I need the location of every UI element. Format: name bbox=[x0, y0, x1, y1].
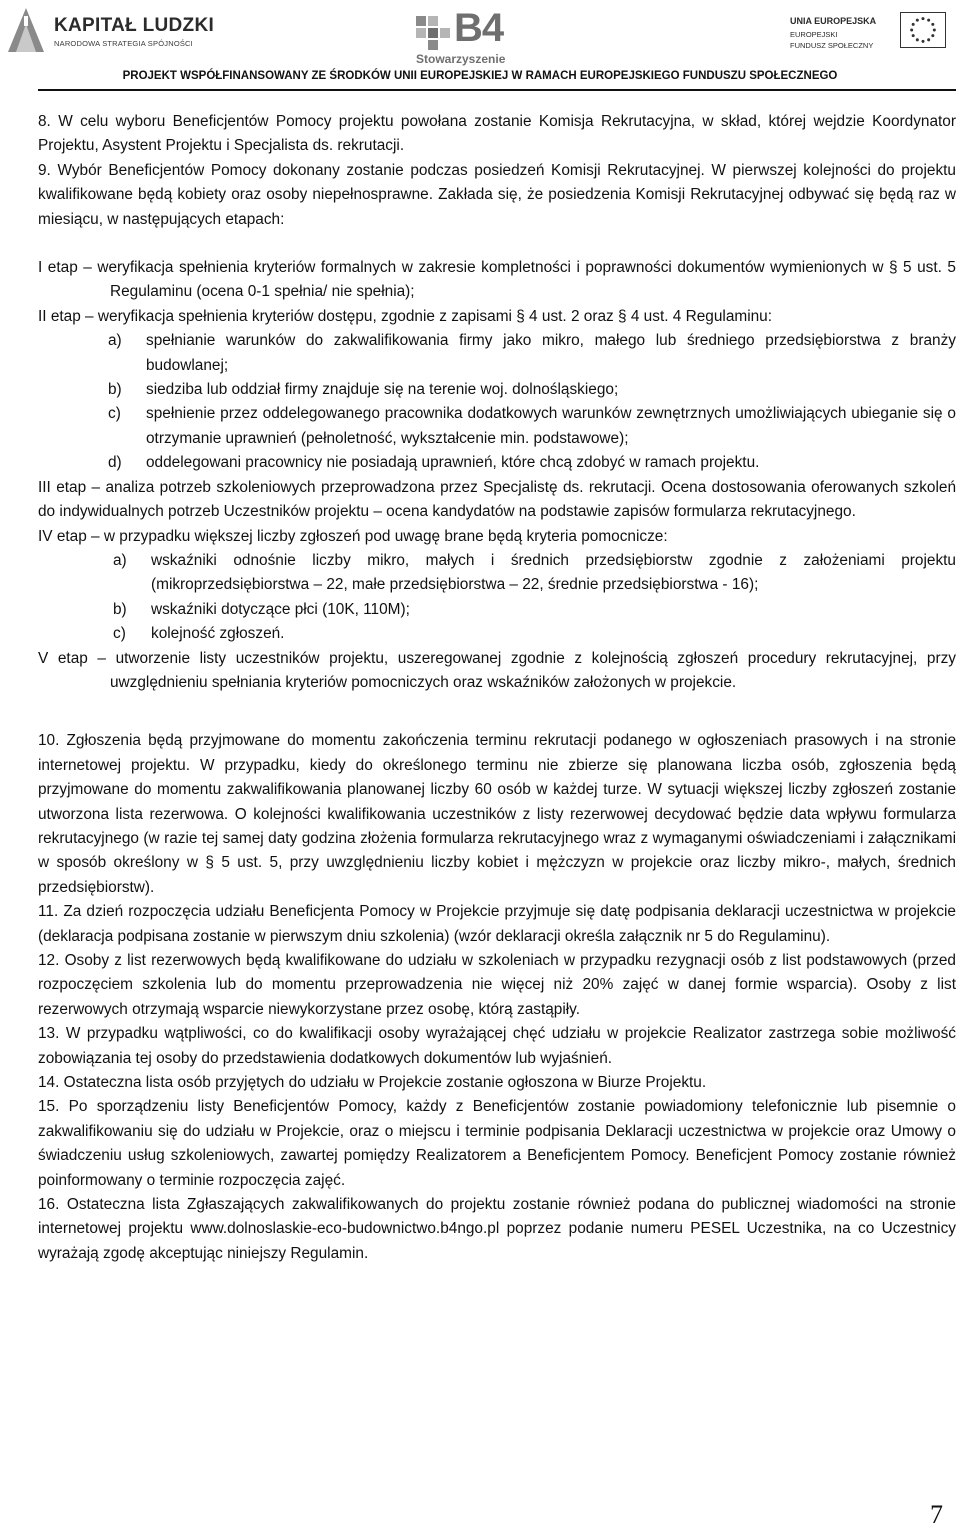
item-text: wskaźniki odnośnie liczby mikro, małych i średnich przedsiębiorstw zgodnie z założeniami projektu (mikroprzedsiębiorstwa – 22, małe przedsiębiorstwa – 22, średnie przedsiębiorstwa - 16); bbox=[151, 551, 956, 594]
item-text: wskaźniki dotyczące płci (10K, 110M); bbox=[151, 600, 410, 618]
stage-2: II etap – weryfikacja spełnienia kryteriów dostępu, zgodnie z zapisami § 4 ust. 2 oraz § 4 ust. 4 Regulaminu: bbox=[38, 307, 773, 325]
item-label: c) bbox=[108, 405, 121, 423]
item-label: d) bbox=[108, 454, 122, 472]
stage-2-item-b bbox=[38, 378, 956, 402]
item-label: b) bbox=[108, 381, 122, 399]
page-number: 7 bbox=[930, 1500, 943, 1529]
paragraph-9: 9. Wybór Beneficjentów Pomocy dokonany zostanie podczas posiedzeń Komisji Rekrutacyjnej. W pierwszej kolejności do projektu kwalifikowane będą kobiety oraz osoby niepełnosprawne. Zakłada się, że posiedzenia Komisji Rekrutacyjnej odbywać się będą raz w miesiącu, w następujących etapach: bbox=[38, 161, 956, 228]
eu-title: UNIA EUROPEJSKA bbox=[790, 16, 877, 26]
b4-subtitle: Stowarzyszenie bbox=[416, 52, 506, 66]
stage-4-item-b bbox=[38, 598, 956, 622]
paragraph-14: 14. Ostateczna lista osób przyjętych do udziału w Projekcie zostanie ogłoszona w Biurze Projektu. bbox=[38, 1074, 707, 1092]
stage-5: V etap – utworzenie listy uczestników projektu, uszeregowanej zgodnie z kolejnością zgłoszeń procedury rekrutacyjnej, przy uwzględnieniu spełniania kryteriów pomocniczych oraz wskaźników założonych w projekcie. bbox=[38, 649, 956, 691]
stage-2-item-c bbox=[38, 402, 956, 451]
stage-4-item-c bbox=[38, 622, 956, 646]
stage-2-item-d bbox=[38, 451, 956, 475]
item-text: kolejność zgłoszeń. bbox=[151, 625, 285, 643]
eu-line2: EUROPEJSKI bbox=[790, 30, 838, 39]
eu-logo bbox=[790, 12, 950, 60]
item-text: spełnianie warunków do zakwalifikowania firmy jako mikro, małego lub średniego przedsiębiorstwa z branży budowlanej; bbox=[146, 332, 956, 374]
paragraph-15: 15. Po sporządzeniu listy Beneficjentów Pomocy, każdy z Beneficjentów zostanie powiadomiony telefonicznie lub pisemnie o zakwalifikowaniu się do udziału w Projekcie, oraz o miejscu i terminie podpisania Deklaracji uczestnictwa w projekcie oraz Umowy o świadczeniu usług szkoleniowych, zawartej pomiędzy Realizatorem a Beneficjentem Pomocy. Beneficjent Pomocy zostanie również poinformowany o terminie rozpoczęcia zajęć. bbox=[38, 1098, 956, 1189]
stage-2-item-a bbox=[38, 329, 956, 378]
eu-line3: FUNDUSZ SPOŁECZNY bbox=[790, 41, 874, 50]
stage-4: IV etap – w przypadku większej liczby zgłoszeń pod uwagę brane będą kryteria pomocnicze: bbox=[38, 527, 668, 545]
document-body bbox=[38, 110, 956, 1266]
kapital-ludzki-logo bbox=[6, 6, 215, 56]
spacer bbox=[38, 695, 956, 729]
item-text: oddelegowani pracownicy nie posiadają uprawnień, które chcą zdobyć w ramach projektu. bbox=[146, 454, 760, 472]
item-label: b) bbox=[113, 600, 127, 618]
b4-logo bbox=[412, 8, 522, 64]
item-text: spełnienie przez oddelegowanego pracownika dodatkowych warunków zewnętrznych umożliwiających ubieganie się o otrzymanie uprawnień (pełnoletność, wykształcenie min. podstawowe); bbox=[146, 405, 956, 447]
b4-grid-mark bbox=[412, 12, 452, 52]
paragraph-8: 8. W celu wyboru Beneficjentów Pomocy projektu powołana zostanie Komisja Rekrutacyjna, w skład, której wejdzie Koordynator Projektu, Asystent Projektu i Specjalista ds. rekrutacji. bbox=[38, 113, 956, 155]
project-cofinancing-line: PROJEKT WSPÓŁFINANSOWANY ZE ŚRODKÓW UNII EUROPEJSKIEJ W RAMACH EUROPEJSKIEGO FUNDUSZU SPOŁECZNEGO bbox=[122, 70, 838, 82]
item-label: a) bbox=[113, 551, 127, 569]
paragraph-12: 12. Osoby z list rezerwowych będą kwalifikowane do udziału w szkoleniach w przypadku rezygnacji osób z list podstawowych (przed rozpoczęciem szkolenia lub do momentu przeprowadzenia nie więcej niż 20% zajęć w danej formie wsparcia). Osoby z list rezerwowych otrzymają wsparcie niewykorzystane przez osobę, którą zastąpiły. bbox=[38, 952, 956, 1018]
paragraph-13: 13. W przypadku wątpliwości, co do kwalifikacji osoby wyrażającej chęć udziału w projekcie Realizator zastrzega sobie możliwość zobowiązania tej osoby do przedstawienia dodatkowych dokumentów lub wyjaśnień. bbox=[38, 1025, 956, 1067]
page-header bbox=[0, 0, 960, 90]
kapital-ludzki-title: KAPITAŁ LUDZKI bbox=[54, 15, 215, 36]
kapital-ludzki-mark bbox=[6, 6, 46, 54]
paragraph-11: 11. Za dzień rozpoczęcia udziału Beneficjenta Pomocy w Projekcie przyjmuje się datę podpisania deklaracji uczestnictwa w projekcie (deklaracja podpisana zostanie w pierwszym dniu szkolenia) (wzór deklaracji określa załącznik nr 5 do Regulaminu). bbox=[38, 903, 956, 945]
header-divider bbox=[38, 89, 956, 91]
kapital-ludzki-subtitle: NARODOWA STRATEGIA SPÓJNOŚCI bbox=[54, 39, 193, 48]
spacer bbox=[38, 232, 956, 256]
paragraph-10: 10. Zgłoszenia będą przyjmowane do momentu zakończenia terminu rekrutacji podanego w ogłoszeniach prasowych i na stronie internetowej projektu. W przypadku, kiedy do określonego terminu nie zbierze się planowana liczba osób, zgłoszenia będą przyjmowane do momentu zakwalifikowania planowanej liczby 60 osób w każdej turze. W sytuacji większej liczby zgłoszeń zostanie utworzona lista rezerwowa. O kolejności kwalifikowania uczestników z listy rezerwowej decydować będzie data wpływu formularza rekrutacyjnego (w razie tej samej daty godzina złożenia formularza rekrutacyjnego wraz z wymaganymi oświadczeniami i załącznikami w sposób określony w § 5 ust. 5, przy uwzględnieniu liczby kobiet i mężczyzn w projekcie oraz liczby mikro-, małych, średnich przedsiębiorstw). bbox=[38, 732, 956, 896]
item-label: a) bbox=[108, 332, 122, 350]
stage-3: III etap – analiza potrzeb szkoleniowych przeprowadzona przez Specjalistę ds. rekrutacji. Ocena dostosowania oferowanych szkoleń do indywidualnych potrzeb Uczestników projektu – ocena kandydatów na podstawie zapisów formularza rekrutacyjnego. bbox=[38, 478, 956, 521]
b4-mark-text: B4 bbox=[454, 6, 504, 50]
item-label: c) bbox=[113, 625, 126, 643]
stage-1: I etap – weryfikacja spełnienia kryteriów formalnych w zakresie kompletności i poprawności dokumentów wymienionych w § 5 ust. 5 Regulaminu (ocena 0-1 spełnia/ nie spełnia); bbox=[38, 259, 956, 301]
paragraph-16: 16. Ostateczna lista Zgłaszających zakwalifikowanych do projektu zostanie również podana do publicznej wiadomości na stronie internetowej projektu www.dolnoslaskie-eco-budownictwo.b4ngo.pl poprzez podanie numeru PESEL Uczestnika, na co Uczestnicy wyrażają zgodę akceptując niniejszy Regulamin. bbox=[38, 1196, 956, 1262]
item-text: siedziba lub oddział firmy znajduje się na terenie woj. dolnośląskiego; bbox=[146, 381, 619, 399]
stage-4-item-a bbox=[38, 549, 956, 598]
eu-flag-icon bbox=[900, 12, 946, 48]
